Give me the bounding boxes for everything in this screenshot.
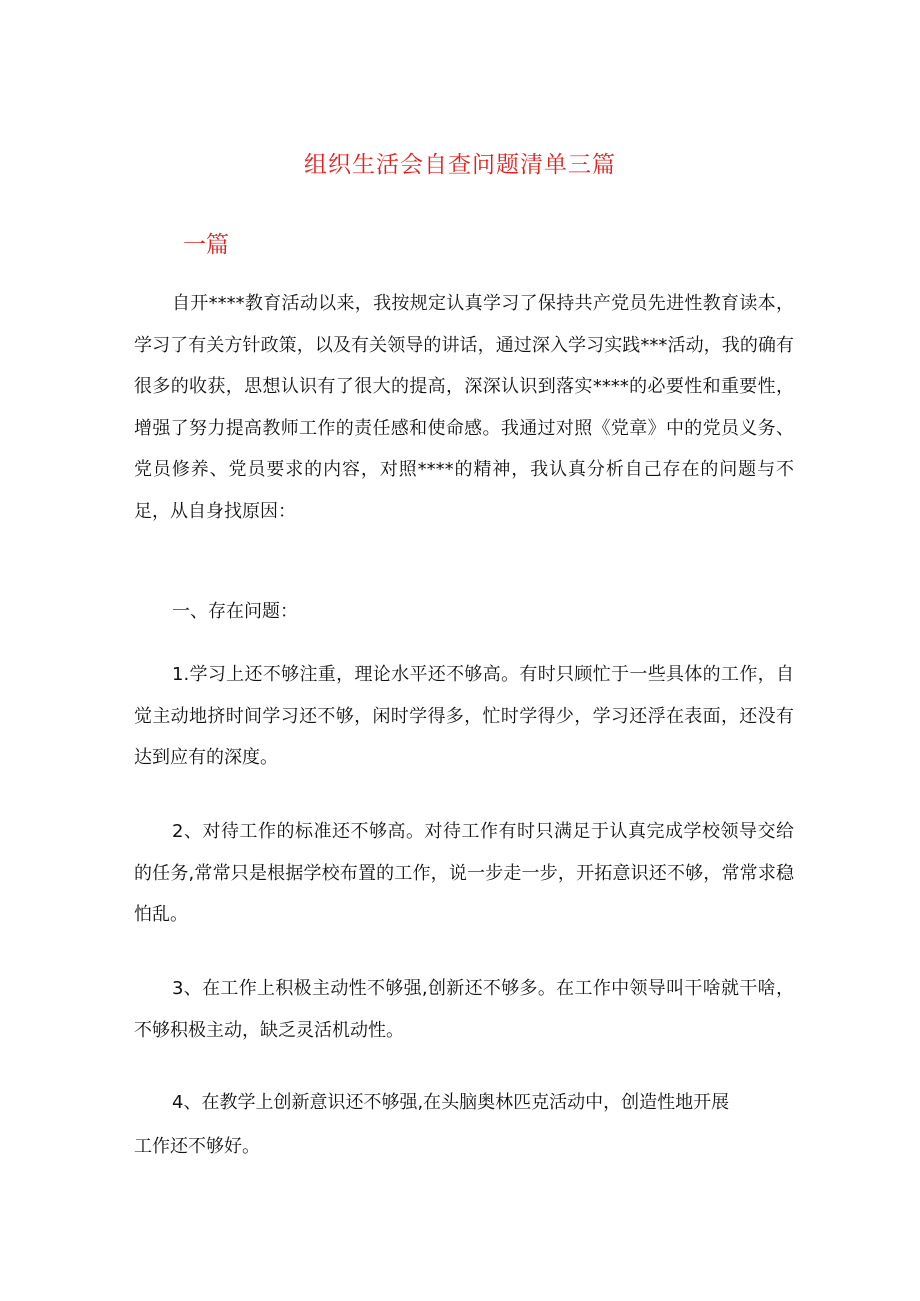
intro-paragraph: 自开****教育活动以来，我按规定认真学习了保持共产党员先进性教育读本，学习了有关方针政策，以及有关领导的讲话，通过深入学习实践***活动，我的确有很多的收获，思想认识有了很大的提高，深深认识到落实****的必要性和重要性，增强了努力提高教师工作的责任感和使命感。我通过对照《党章》中的党员义务、党员修养、党员要求的内容，对照****的精神，我认真分析自己存在的问题与不足，从自身找原因： — [134, 293, 794, 522]
problem-item-3: 3、在工作上积极主动性不够强,创新还不够多。在工作中领导叫干啥就干啥，不够积极主动，缺乏灵活机动性。 — [134, 978, 794, 1041]
problem-item-4-line-1: 4、在教学上创新意识还不够强,在头脑奥林匹克活动中，创造性地开展 — [172, 1092, 730, 1113]
document-title: 组织生活会自查问题清单三篇 — [304, 152, 616, 178]
problem-item-4-line-2: 工作还不够好。 — [134, 1136, 260, 1157]
problem-item-1: 1.学习上还不够注重，理论水平还不够高。有时只顾忙于一些具体的工作，自觉主动地挤时间学习还不够，闲时学得多，忙时学得少，学习还浮在表面，还没有达到应有的深度。 — [134, 664, 794, 768]
section-subheading: 一篇 — [183, 232, 229, 258]
problems-heading: 一、存在问题： — [172, 601, 298, 622]
problem-item-2: 2、对待工作的标准还不够高。对待工作有时只满足于认真完成学校领导交给的任务,常常只是根据学校布置的工作，说一步走一步，开拓意识还不够，常常求稳怕乱。 — [134, 821, 794, 925]
